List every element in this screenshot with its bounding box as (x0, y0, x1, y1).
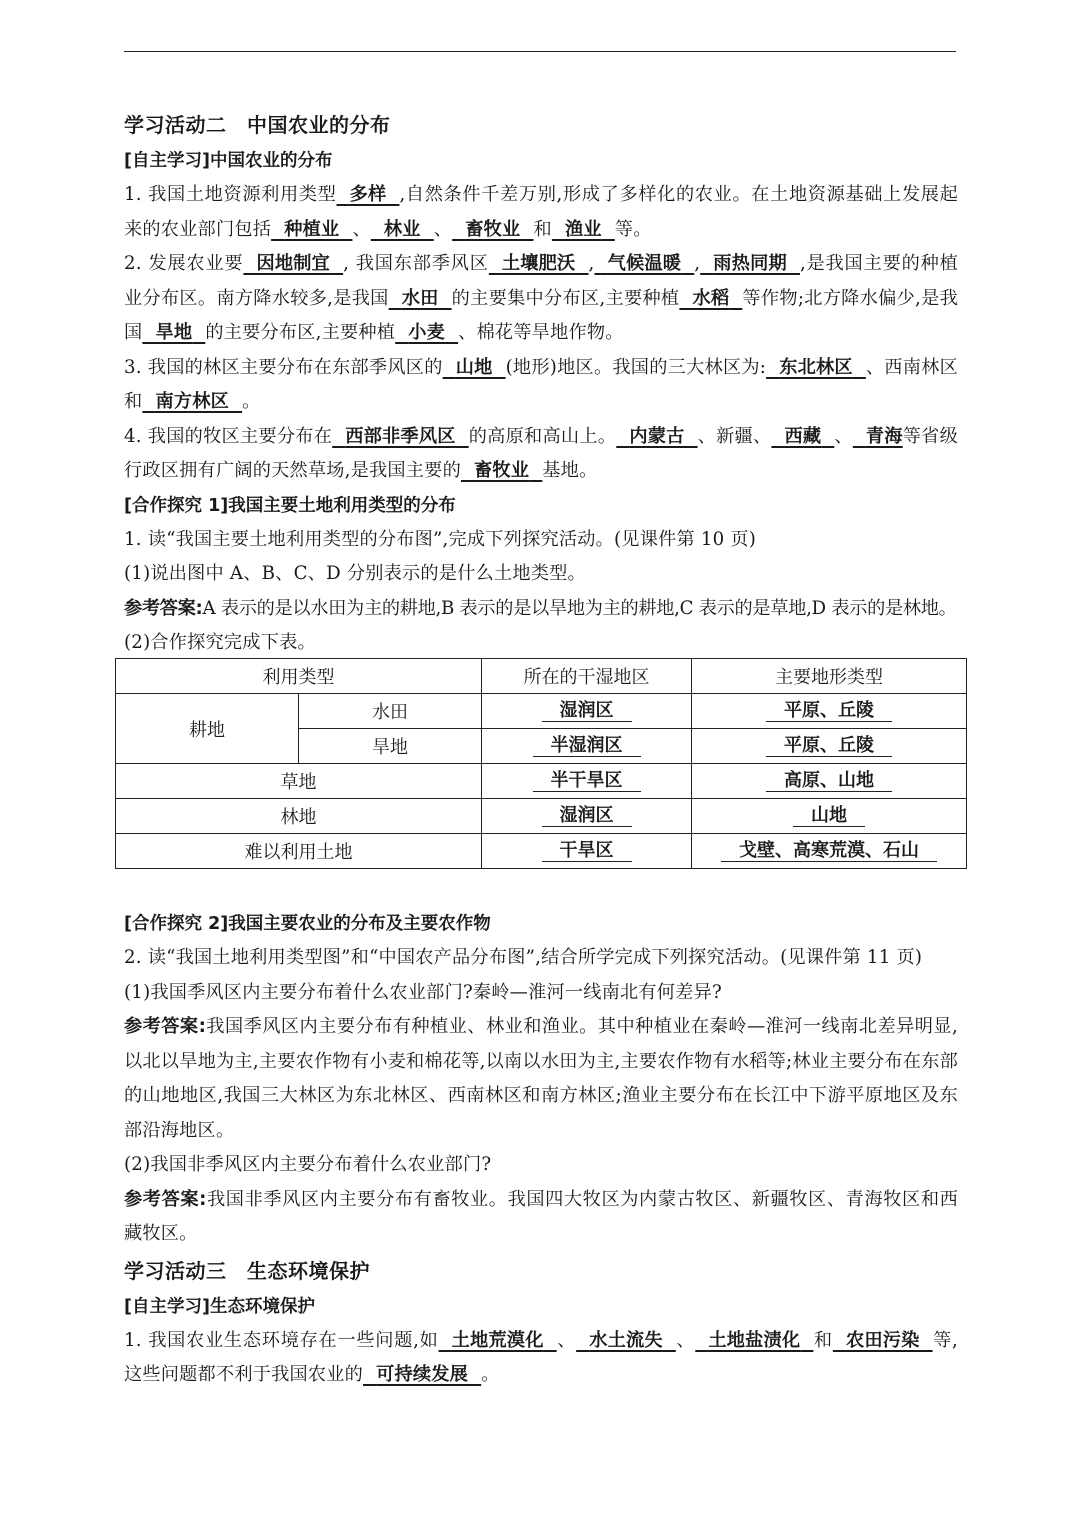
coop2-answer1: 参考答案:我国季风区内主要分布有种植业、林业和渔业。其中种植业在秦岭—淮河一线南北差异明显,以北以旱地为主,主要农作物有小麦和棉花等,以南以水田为主,主要农作物有水稻等;林业主要分布在东部的山地地区,我国三大林区为东北林区、西南林区和南方林区;渔业主要分布在长江中下游平原地区及东部沿海地区。 (124, 1016, 958, 1141)
activity3-question-1: 1. 我国农业生态环境存在一些问题,如 土地荒漠化 、 水土流失 、 土地盐渍化 和 农田污染 等,这些问题都不利于我国农业的 可持续发展 。 (124, 1324, 958, 1393)
table-cell-region: 湿润区 (482, 799, 692, 834)
table-row (116, 764, 967, 799)
answer-blank: 西部非季风区 (345, 425, 456, 447)
answer-blank: 畜牧业 (474, 460, 530, 481)
question-2: 2. 发展农业要 因地制宜 , 我国东部季风区 土壤肥沃 , 气候温暖 , 雨热同期 ,是我国主要的种植业分布区。南方降水较多,是我国 水田 的主要集中分布区,主要种植 水稻 等作物;北方降水偏少,是我国 旱地 的主要分布区,主要种植 小麦 、棉花等旱地作物。 (124, 247, 958, 351)
answer-blank: 东北林区 (779, 356, 853, 378)
table-cell-type: 水田 (299, 694, 482, 729)
table-cell-type: 草地 (116, 764, 482, 799)
coop2-sub1: (1)我国季风区内主要分布着什么农业部门?秦岭—淮河一线南北有何差异? (124, 981, 722, 1003)
answer-blank: 内蒙古 (629, 425, 685, 447)
coop1-sub1: (1)说出图中 A、B、C、D 分别表示的是什么土地类型。 (124, 563, 586, 584)
answer-blank: 因地制宜 (256, 253, 331, 274)
question-3: 3. 我国的林区主要分布在东部季风区的 山地 (地形)地区。我国的三大林区为: 东北林区 、西南林区和 南方林区 。 (124, 351, 958, 420)
table-cell-region: 湿润区 (482, 694, 692, 729)
activity2-title: 学习活动二 中国农业的分布 (124, 113, 391, 137)
section-activity2 (124, 106, 958, 661)
answer-label: 参考答案: (124, 1188, 207, 1210)
coop2-sub2: (2)我国非季风区内主要分布着什么农业部门? (124, 1154, 492, 1175)
table-row (116, 799, 967, 834)
table-cell-type: 难以利用土地 (116, 834, 482, 869)
answer-blank: 水田 (401, 287, 439, 309)
answer-blank: 渔业 (564, 218, 602, 240)
table-cell-terrain: 平原、丘陵 (692, 694, 967, 729)
table-row (116, 694, 967, 729)
answer-blank: 西藏 (784, 425, 822, 447)
answer-blank: 旱地 (155, 322, 193, 343)
coop1-heading: [合作探究 1]我国主要土地利用类型的分布 (124, 495, 456, 516)
answer-label: 参考答案: (124, 1016, 207, 1037)
answer-blank: 气候温暖 (607, 253, 682, 274)
answer-blank: 南方林区 (155, 391, 230, 412)
answer-blank: 可持续发展 (376, 1364, 469, 1385)
header-rule (124, 51, 956, 52)
table-header: 主要地形类型 (692, 659, 967, 694)
answer-blank: 种植业 (284, 218, 340, 240)
table-cell-terrain: 平原、丘陵 (692, 729, 967, 764)
coop2-answer2: 参考答案:我国非季风区内主要分布有畜牧业。我国四大牧区为内蒙古牧区、新疆牧区、青海牧区和西藏牧区。 (124, 1188, 958, 1244)
answer-blank: 山地 (455, 356, 493, 378)
coop1-question: 1. 读“我国主要土地利用类型的分布图”,完成下列探究活动。(见课件第 10 页) (124, 528, 757, 550)
table-cell-terrain: 山地 (692, 799, 967, 834)
land-use-table (115, 658, 967, 869)
coop2-heading: [合作探究 2]我国主要农业的分布及主要农作物 (124, 914, 491, 934)
section-coop2-activity3 (124, 907, 958, 1393)
table-cell-type: 林地 (116, 799, 482, 834)
table-header: 利用类型 (116, 659, 482, 694)
answer-blank: 林业 (383, 218, 421, 240)
table-cell-region: 干旱区 (482, 834, 692, 869)
answer-label: 参考答案: (124, 597, 203, 619)
answer-blank: 雨热同期 (713, 253, 787, 274)
answer-blank: 农田污染 (845, 1329, 920, 1351)
table-cell-farmland: 耕地 (116, 694, 299, 764)
answer-blank: 水稻 (692, 287, 730, 309)
answer-blank: 水土流失 (589, 1329, 663, 1351)
question-1: 1. 我国土地资源利用类型 多样 ,自然条件千差万别,形成了多样化的农业。在土地资源基础上发展起来的农业部门包括 种植业 、 林业 、 畜牧业 和 渔业 等。 (124, 178, 958, 247)
self-study-heading: [自主学习]中国农业的分布 (124, 151, 333, 171)
answer-blank: 多样 (349, 184, 387, 205)
answer-blank: 土地盐渍化 (708, 1329, 801, 1351)
answer-blank: 小麦 (408, 322, 446, 343)
question-4: 4. 我国的牧区主要分布在 西部非季风区 的高原和高山上。 内蒙古 、新疆、 西藏 、 青海等省级行政区拥有广阔的天然草场,是我国主要的 畜牧业 基地。 (124, 420, 958, 489)
answer-blank: 土地荒漠化 (451, 1329, 544, 1351)
answer-blank: 土壤肥沃 (501, 253, 576, 274)
table-cell-region: 半湿润区 (482, 729, 692, 764)
table-header: 所在的干湿地区 (482, 659, 692, 694)
activity3-title: 学习活动三 生态环境保护 (124, 1258, 370, 1283)
activity3-self-study-heading: [自主学习]生态环境保护 (124, 1296, 315, 1317)
table-cell-region: 半干旱区 (482, 764, 692, 799)
coop1-answer: 参考答案:A 表示的是以水田为主的耕地,B 表示的是以旱地为主的耕地,C 表示的是草地,D 表示的是林地。 (124, 597, 957, 619)
table-cell-terrain: 高原、山地 (692, 764, 967, 799)
table-row (116, 834, 967, 869)
table-header-row (116, 659, 967, 694)
coop2-question: 2. 读“我国土地利用类型图”和“中国农产品分布图”,结合所学完成下列探究活动。(见课件第 11 页) (124, 947, 923, 968)
table-cell-type: 旱地 (299, 729, 482, 764)
coop1-sub2: (2)合作探究完成下表。 (124, 632, 316, 653)
answer-blank: 青海 (865, 425, 903, 447)
answer-blank: 畜牧业 (465, 218, 521, 240)
table-cell-terrain: 戈壁、高寒荒漠、石山 (692, 834, 967, 869)
